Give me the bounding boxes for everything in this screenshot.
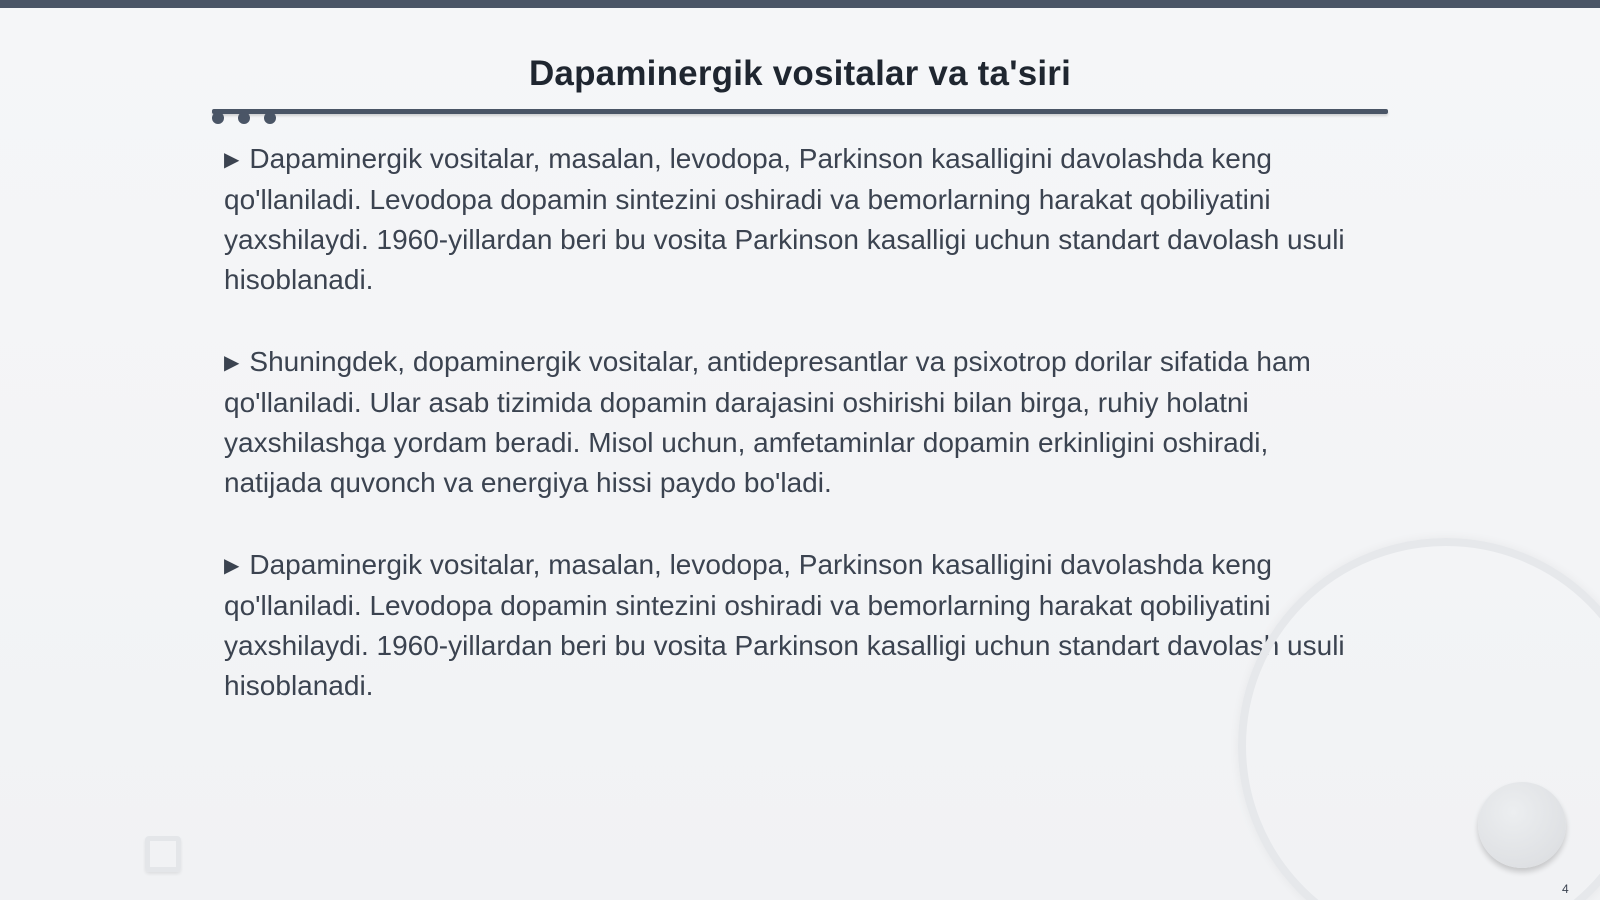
top-accent-bar [0,0,1600,8]
decorative-square-icon [145,836,181,872]
triangle-bullet-icon: ▶ [224,352,240,374]
decorative-dot [212,112,224,124]
slide-title: Dapaminergik vositalar va ta'siri [528,54,1072,93]
paragraph-text: Dapaminergik vositalar, masalan, levodopa, Parkinson kasalligini davolashda keng qo'llaniladi. Levodopa dopamin sintezini oshiradi va bemorlarning harakat qobiliyatini yaxshilaydi. 1960-yillardan beri bu vosita Parkinson kasalligi uchun standart davolash usuli hisoblanadi. [224,143,1345,295]
paragraph-text: Shuningdek, dopaminergik vositalar, antidepresantlar va psixotrop dorilar sifatida ham qo'llaniladi. Ular asab tizimida dopamin darajasini oshirishi bilan birga, ruhiy holatni yaxshilashga yordam beradi. Misol uchun, amfetaminlar dopamin erkinligini oshiradi, natijada quvonch va energiya hissi paydo bo'ladi. [224,346,1311,498]
triangle-bullet-icon: ▶ [224,555,240,577]
page-number: 4 [1562,882,1569,896]
decorative-dot [264,112,276,124]
title-underline [212,109,1388,114]
bullet-paragraph-2 [224,342,1364,503]
paragraph-text: Dapaminergik vositalar, masalan, levodopa, Parkinson kasalligini davolashda keng qo'llaniladi. Levodopa dopamin sintezini oshiradi va bemorlarning harakat qobiliyatini yaxshilaydi. 1960-yillardan beri bu vosita Parkinson kasalligi uchun standart davolash usuli hisoblanadi. [224,549,1345,701]
decorative-dot [238,112,250,124]
bullet-list [224,139,1364,748]
triangle-bullet-icon: ▶ [224,149,240,171]
bullet-paragraph-1 [224,139,1364,300]
bullet-paragraph-3 [224,545,1364,706]
decorative-sphere [1478,782,1566,868]
